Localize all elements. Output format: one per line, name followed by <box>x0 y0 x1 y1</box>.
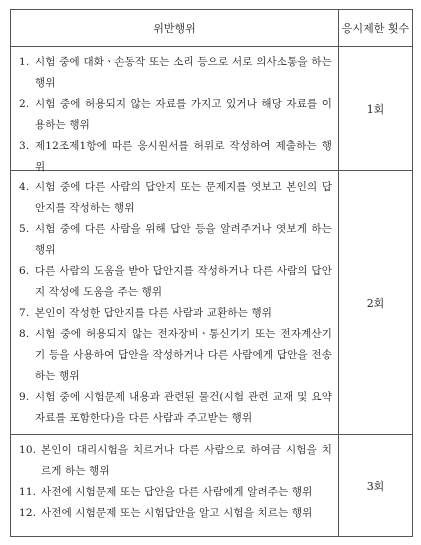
item-number: 9. <box>19 391 30 403</box>
violation-item <box>19 261 332 303</box>
item-number: 1. <box>19 56 30 68</box>
violation-item <box>19 387 332 429</box>
item-number: 10. <box>19 444 37 456</box>
item-number: 5. <box>19 223 30 235</box>
violation-item <box>19 94 332 136</box>
restriction-count: 3회 <box>366 480 385 493</box>
violation-item <box>19 324 332 387</box>
item-number: 3. <box>19 140 30 152</box>
item-number: 4. <box>19 181 30 193</box>
item-number: 11. <box>19 486 37 498</box>
violation-group-3 <box>11 440 338 524</box>
violation-item <box>19 177 332 219</box>
violation-table <box>10 9 413 537</box>
violation-item <box>19 52 332 94</box>
item-text: 본인이 대리시험을 치르거나 다른 사람으로 하여금 시험을 치르게 하는 행위 <box>41 444 332 477</box>
item-text: 시험 중에 다른 사람을 위해 답안 등을 알려주거나 엿보게 하는 행위 <box>35 223 332 256</box>
violation-item <box>19 503 332 524</box>
item-text: 사전에 시험문제 또는 시험답안을 알고 시험을 치르는 행위 <box>41 507 313 519</box>
item-text: 시험 중에 허용되지 않는 전자장비ㆍ통신기기 또는 전자계산기기 등을 사용하여 답안을 작성하거나 다른 사람에게 답안을 전송하는 행위 <box>35 328 332 382</box>
header-restriction-count: 응시제한 횟수 <box>341 22 410 35</box>
item-number: 2. <box>19 98 30 110</box>
violation-group-2 <box>11 177 338 429</box>
item-number: 6. <box>19 265 30 277</box>
item-text: 제12조제1항에 따른 응시원서를 허위로 작성하여 제출하는 행위 <box>35 140 332 173</box>
item-text: 다른 사람의 도움을 받아 답안지를 작성하거나 다른 사람의 답안지 작성에 도움을 주는 행위 <box>35 265 332 298</box>
item-number: 8. <box>19 328 30 340</box>
item-text: 시험 중에 시험문제 내용과 관련된 물건(시험 관련 교재 및 요약자료를 포함한다)을 다른 사람과 주고받는 행위 <box>35 391 332 424</box>
item-number: 7. <box>19 307 30 319</box>
violation-item <box>19 303 332 324</box>
header-violation: 위반행위 <box>153 22 196 35</box>
item-text: 시험 중에 허용되지 않는 자료를 가지고 있거나 해당 자료를 이용하는 행위 <box>35 98 332 131</box>
restriction-count: 1회 <box>366 102 385 116</box>
violation-group-1 <box>11 52 338 178</box>
violation-item <box>19 219 332 261</box>
item-text: 시험 중에 다른 사람의 답안지 또는 문제지를 엿보고 본인의 답안지를 작성하는 행위 <box>35 181 332 214</box>
violation-item <box>19 440 332 482</box>
item-number: 12. <box>19 507 37 519</box>
violation-item <box>19 482 332 503</box>
restriction-count: 2회 <box>366 296 385 310</box>
item-text: 시험 중에 대화ㆍ손동작 또는 소리 등으로 서로 의사소통을 하는 행위 <box>35 56 332 89</box>
violation-item <box>19 136 332 178</box>
item-text: 본인이 작성한 답안지를 다른 사람과 교환하는 행위 <box>35 307 273 319</box>
item-text: 사전에 시험문제 또는 답안을 다른 사람에게 알려주는 행위 <box>41 486 313 498</box>
